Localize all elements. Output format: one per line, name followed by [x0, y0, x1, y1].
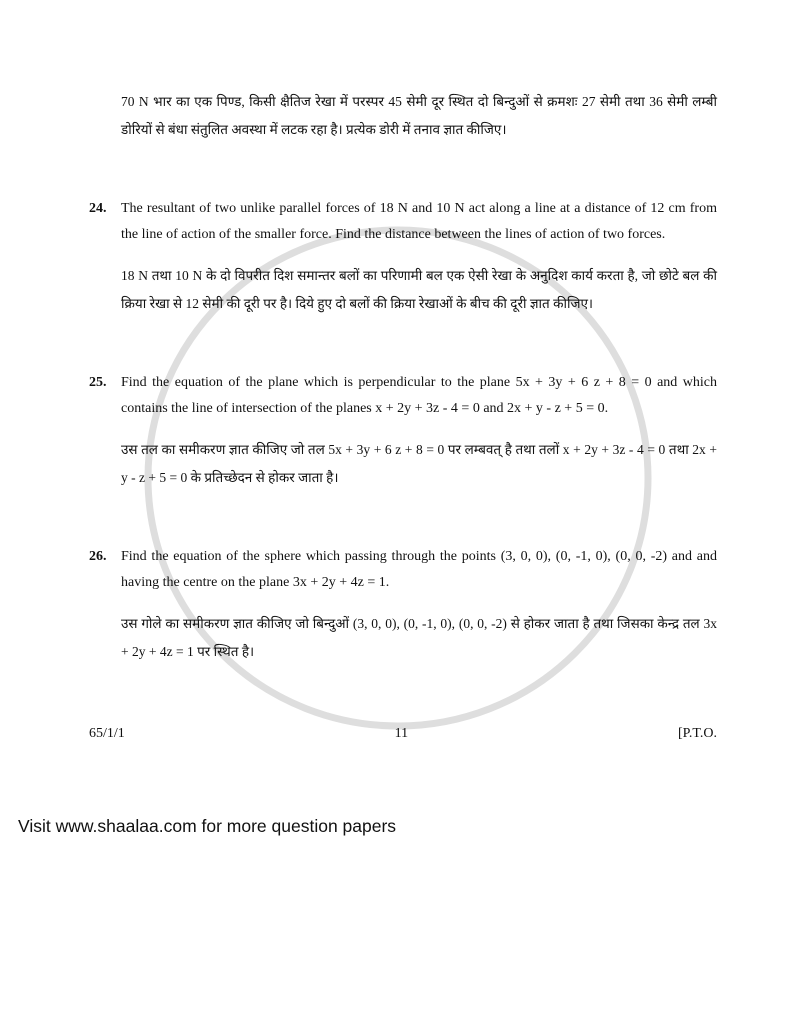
paper-code: 65/1/1 [89, 726, 125, 741]
q23-hindi-text: 70 N भार का एक पिण्ड, किसी क्षैतिज रेखा में परस्पर 45 सेमी दूर स्थित दो बिन्दुओं से क्रमशः 27 सेमी तथा 36 सेमी लम्बी डोरियों से बंधा संतुलित अवस्था में लटक रहा है। प्रत्येक डोरी में तनाव ज्ञात कीजिए। [121, 94, 717, 137]
question-24-hindi: 18 N तथा 10 N के दो विपरीत दिश समान्तर बलों का परिणामी बल एक ऐसी रेखा के अनुदिश कार्य करता है, जो छोटे बल की क्रिया रेखा से 12 सेमी की दूरी पर है। दिये हुए दो बलों की क्रिया रेखाओं के बीच की दूरी ज्ञात कीजिए। [121, 268, 717, 311]
shaalaa-link[interactable]: Visit www.shaalaa.com for more question papers [18, 816, 397, 836]
question-26-hindi: उस गोले का समीकरण ज्ञात कीजिए जो बिन्दुओं (3, 0, 0), (0, -1, 0), (0, 0, -2) से होकर जाता है तथा जिसका केन्द्र तल 3x + 2y + 4z = 1 पर स्थित है। [121, 616, 717, 659]
question-24-english: The resultant of two unlike parallel forces of 18 N and 10 N act along a line at a distance of 12 cm from the line of action of the smaller force. Find the distance between the lines of action of two forces. [121, 201, 717, 242]
question-26-english: Find the equation of the sphere which passing through the points (3, 0, 0), (0, -1, 0), (0, 0, -2) and and having the centre on the plane 3x + 2y + 4z = 1. [121, 549, 717, 590]
question-24 [89, 196, 717, 318]
question-26 [89, 544, 717, 666]
question-number-26: 26. [89, 549, 107, 564]
question-25 [89, 370, 717, 492]
question-25-hindi: उस तल का समीकरण ज्ञात कीजिए जो तल 5x + 3y + 6 z + 8 = 0 पर लम्बवत् है तथा तलों x + 2y + 3z - 4 = 0 तथा 2x + y - z + 5 = 0 के प्रतिच्छेदन से होकर जाता है। [121, 442, 717, 485]
page-footer [89, 726, 717, 742]
pto-label: [P.T.O. [677, 726, 717, 741]
page-number: 11 [394, 726, 409, 741]
question-25-english: Find the equation of the plane which is perpendicular to the plane 5x + 3y + 6 z + 8 = 0 and which contains the line of intersection of the planes x + 2y + 3z - 4 = 0 and 2x + y - z + 5 = 0. [121, 375, 717, 416]
question-number-24: 24. [89, 201, 107, 216]
question-number-25: 25. [89, 375, 107, 390]
